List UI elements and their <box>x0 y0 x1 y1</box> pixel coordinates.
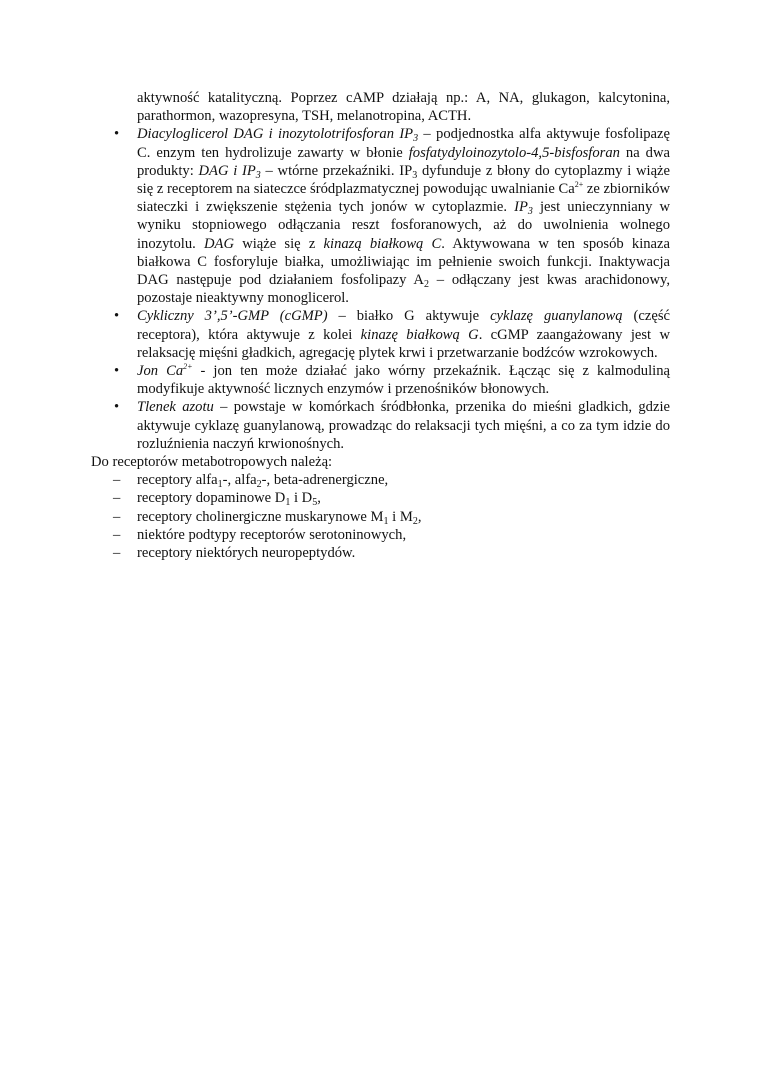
dash-icon: – <box>113 508 121 525</box>
bullet-icon: • <box>114 363 120 380</box>
list-item: – receptory dopaminowe $D_1$ i $D_5$, <box>113 490 321 509</box>
receptor-list <box>91 471 670 562</box>
dash-icon: – <box>113 545 121 562</box>
list-item-cgmp: • Cykliczny 3’,5’-GMP (cGMP) – białko G aktywuje cyklazę guanylanową (część receptora), która aktywuje z kolei kinazę białkową G. cGMP zaangażowany jest w relaksację mięśni gładkich, agregację plytek krwi i przetwarzanie bodźców wzrokowych. <box>114 308 670 361</box>
second-messenger-list <box>91 125 670 453</box>
dash-icon: – <box>113 526 121 543</box>
list-item: – receptory cholinergiczne muskarynowe $M_1$ i $M_2$, <box>113 508 422 527</box>
bullet-icon: • <box>114 126 120 143</box>
list-item-dag: • Diacyloglicerol DAG i inozytolotrifosforan $IP_3$ – podjednostka alfa aktywuje fosfolipazę C. enzym ten hydrolizuje zawarty w błonie fosfatydyloinozytolo-4,5-bisfosforan na dwa produkty: DAG i $IP_3$ – wtórne przekaźniki. $IP_3$ dyfunduje z błony do cytoplazmy i wiąże się z receptorem na siateczce śródplazmatycznej powodując uwalnianie $Ca^{2+}$ ze zbiorników siateczki i zwiększenie stężenia tych jonów w cytoplazmie. $IP_3$ jest unieczynniany w wyniku stopniowego odłączania reszt fosforanowych, aż do uwolnienia wolnego inozytolu. DAG wiąże się z kinazą białkową C. Aktywowana w ten sposób kinaza białkowa C fosforyluje białka, umożliwiając im pełnienie swoich funkcji. Inaktywacja DAG następuje pod działaniem fosfolipazy $A_2$ – odłączany jest kwas arachidonowy, pozostaje nieaktywny monoglicerol. <box>114 126 671 307</box>
bullet-icon: • <box>114 399 120 416</box>
list-item-nitric-oxide: • Tlenek azotu – powstaje w komórkach śródbłonka, przenika do mieśni gladkich, gdzie aktywuje cyklazę guanylanową, prowadząc do relaksacji tych mięśni, a co za tym idzie do rozluźnienia naczyń krwionośnych. <box>114 399 670 452</box>
list-item: – niektóre podtypy receptorów serotoninowych, <box>113 526 407 543</box>
dash-icon: – <box>113 472 121 489</box>
list-item: – receptory alfa$_1$-, alfa$_2$-, beta-adrenergiczne, <box>113 472 389 491</box>
text-column <box>91 89 670 562</box>
bullet-icon: • <box>114 308 120 325</box>
list-item: – receptory niektórych neuropeptydów. <box>113 545 356 562</box>
continuation-paragraph: aktywność katalityczną. Poprzez cAMP działają np.: A, NA, glukagon, kalcytonina, parathormon, wazopresyna, TSH, melanotropina, ACTH. <box>137 90 670 125</box>
dash-icon: – <box>113 490 121 507</box>
receptors-intro: Do receptorów metabotropowych należą: <box>91 454 333 471</box>
list-item-calcium: • Jon $Ca^{2+}$ - jon ten może działać jako wórny przekaźnik. Łącząc się z kalmoduliną modyfikuje aktywność licznych enzymów i przenośników błonowych. <box>114 362 670 398</box>
